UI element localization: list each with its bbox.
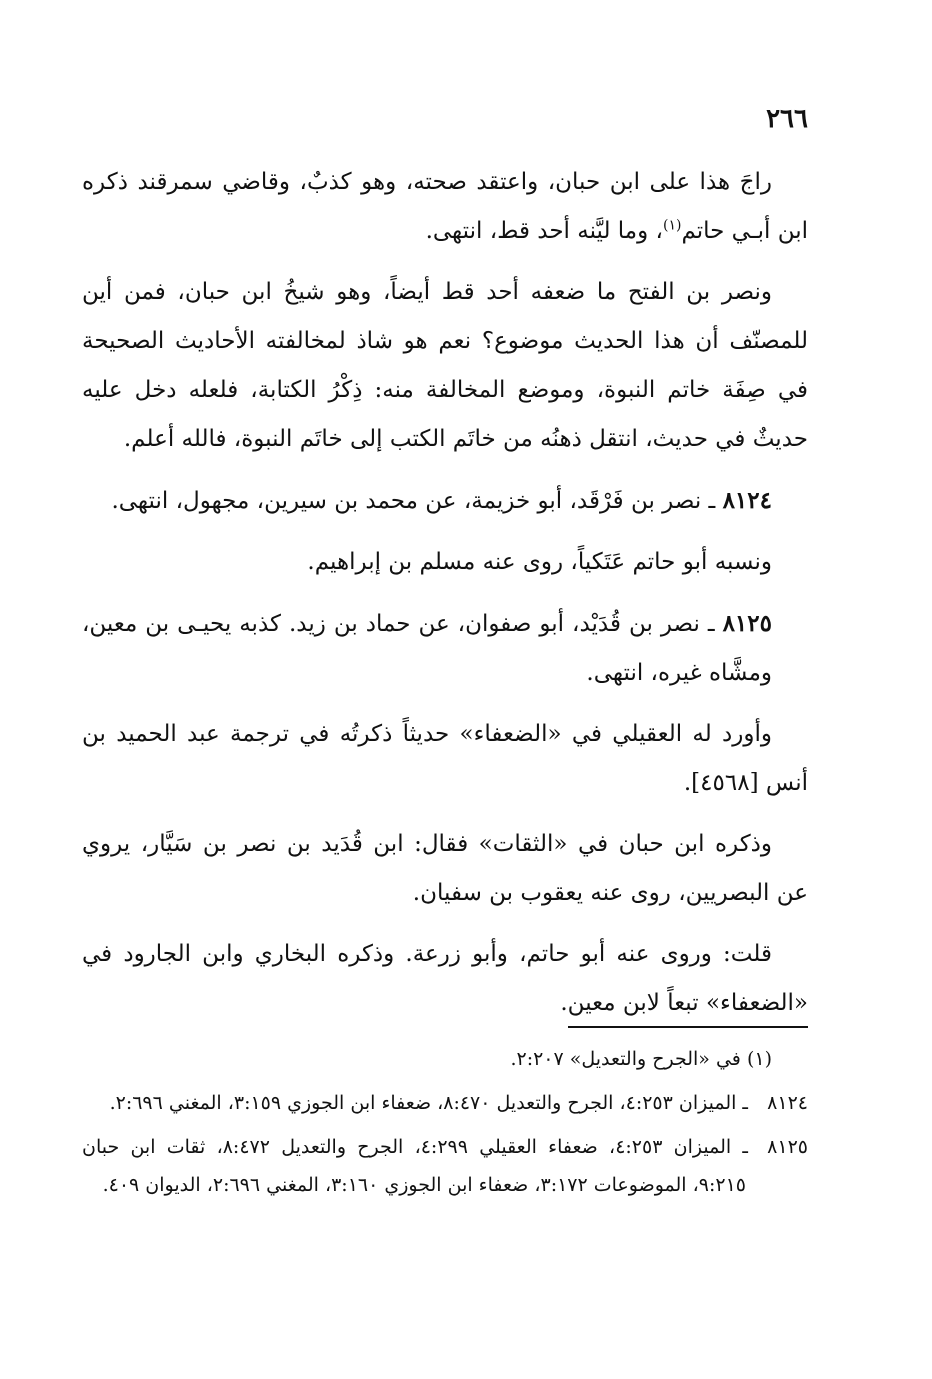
footnote-text: في «الجرح والتعديل» ٢:٢٠٧. — [510, 1048, 741, 1070]
paragraph-text: ، وما ليَّنه أحد قط، انتهى. — [425, 218, 663, 244]
source-note-number: ٨١٢٤ — [767, 1092, 808, 1114]
entry-8125 — [82, 599, 808, 698]
page-number: ٢٦٦ — [766, 104, 808, 134]
paragraph-text: راجَ هذا على ابن حبان، واعتقد صحته، وهو كذبٌ، وقاضي سمرقند ذكره ابن أبـي حاتم — [82, 169, 808, 244]
footnote-reference: (١) — [662, 217, 682, 234]
paragraph-al-uqayli: وأورد له العقيلي في «الضعفاء» حديثاً ذكرتُه في ترجمة عبد الحميد بن أنس [٤٥٦٨]. — [82, 721, 808, 796]
paragraph-al-thiqat: وذكره ابن حبان في «الثقات» فقال: ابن قُدَيد بن نصر بن سَيَّار، يروي عن البصريين، روى عنه يعقوب بن سفيان. — [82, 831, 808, 906]
paragraph-nasr-ibn-al-fath: ونصر بن الفتح ما ضعفه أحد قط أيضاً، وهو شيخُ ابن حبان، فمن أين للمصنّف أن هذا الحديث موضوع؟ نعم هو شاذ لمخالفته الأحاديث الصحيحة في صِفَة خاتم النبوة، وموضع المخالفة منه: ذِكْرُ الكتابة، فلعله دخل عليه حديثٌ في حديث، انتقل ذهنُه من خاتَم الكتب إلى خاتَم النبوة، فالله أعلم. — [82, 279, 808, 452]
source-note-8125 — [82, 1128, 808, 1204]
entry-number: ٨١٢٥ — [722, 610, 772, 637]
footnote-marker: (١) — [746, 1048, 772, 1070]
entry-text: ـ نصر بن قُدَيْد، أبو صفوان، عن حماد بن زيد. كذبه يحيـى بن معين، ومشَّاه غيره، انتهى. — [82, 611, 772, 686]
source-note-text: ـ الميزان ٤:٢٥٣، ضعفاء العقيلي ٤:٢٩٩، الجرح والتعديل ٨:٤٧٢، ثقات ابن حبان ٩:٢١٥، الموضوعات ٣:١٧٢، ضعفاء ابن الجوزي ٣:١٦٠، المغني ٢:٦٩٦، الديوان ٤٠٩. — [82, 1136, 748, 1196]
source-note-8124 — [82, 1084, 808, 1122]
entry-8124 — [82, 476, 808, 526]
footnote-1 — [82, 1040, 808, 1078]
footnote-separator — [568, 1026, 808, 1028]
source-note-number: ٨١٢٥ — [767, 1136, 808, 1158]
source-note-text: ـ الميزان ٤:٢٥٣، الجرح والتعديل ٨:٤٧٠، ضعفاء ابن الجوزي ٣:١٥٩، المغني ٢:٦٩٦. — [109, 1092, 748, 1114]
paragraph-qultu: قلت: وروى عنه أبو حاتم، وأبو زرعة. وذكره البخاري وابن الجارود في «الضعفاء» تبعاً لابن معين. — [82, 941, 808, 1016]
footnotes — [82, 1040, 808, 1210]
entry-text: ـ نصر بن فَرْقَد، أبو خزيمة، عن محمد بن سيرين، مجهول، انتهى. — [111, 488, 723, 514]
paragraph-ibn-hibban — [82, 158, 808, 256]
main-text — [82, 158, 808, 1040]
entry-number: ٨١٢٤ — [722, 487, 772, 514]
paragraph-nasabahu: ونسبه أبو حاتم عَتَكياً، روى عنه مسلم بن إبراهيم. — [307, 549, 772, 575]
